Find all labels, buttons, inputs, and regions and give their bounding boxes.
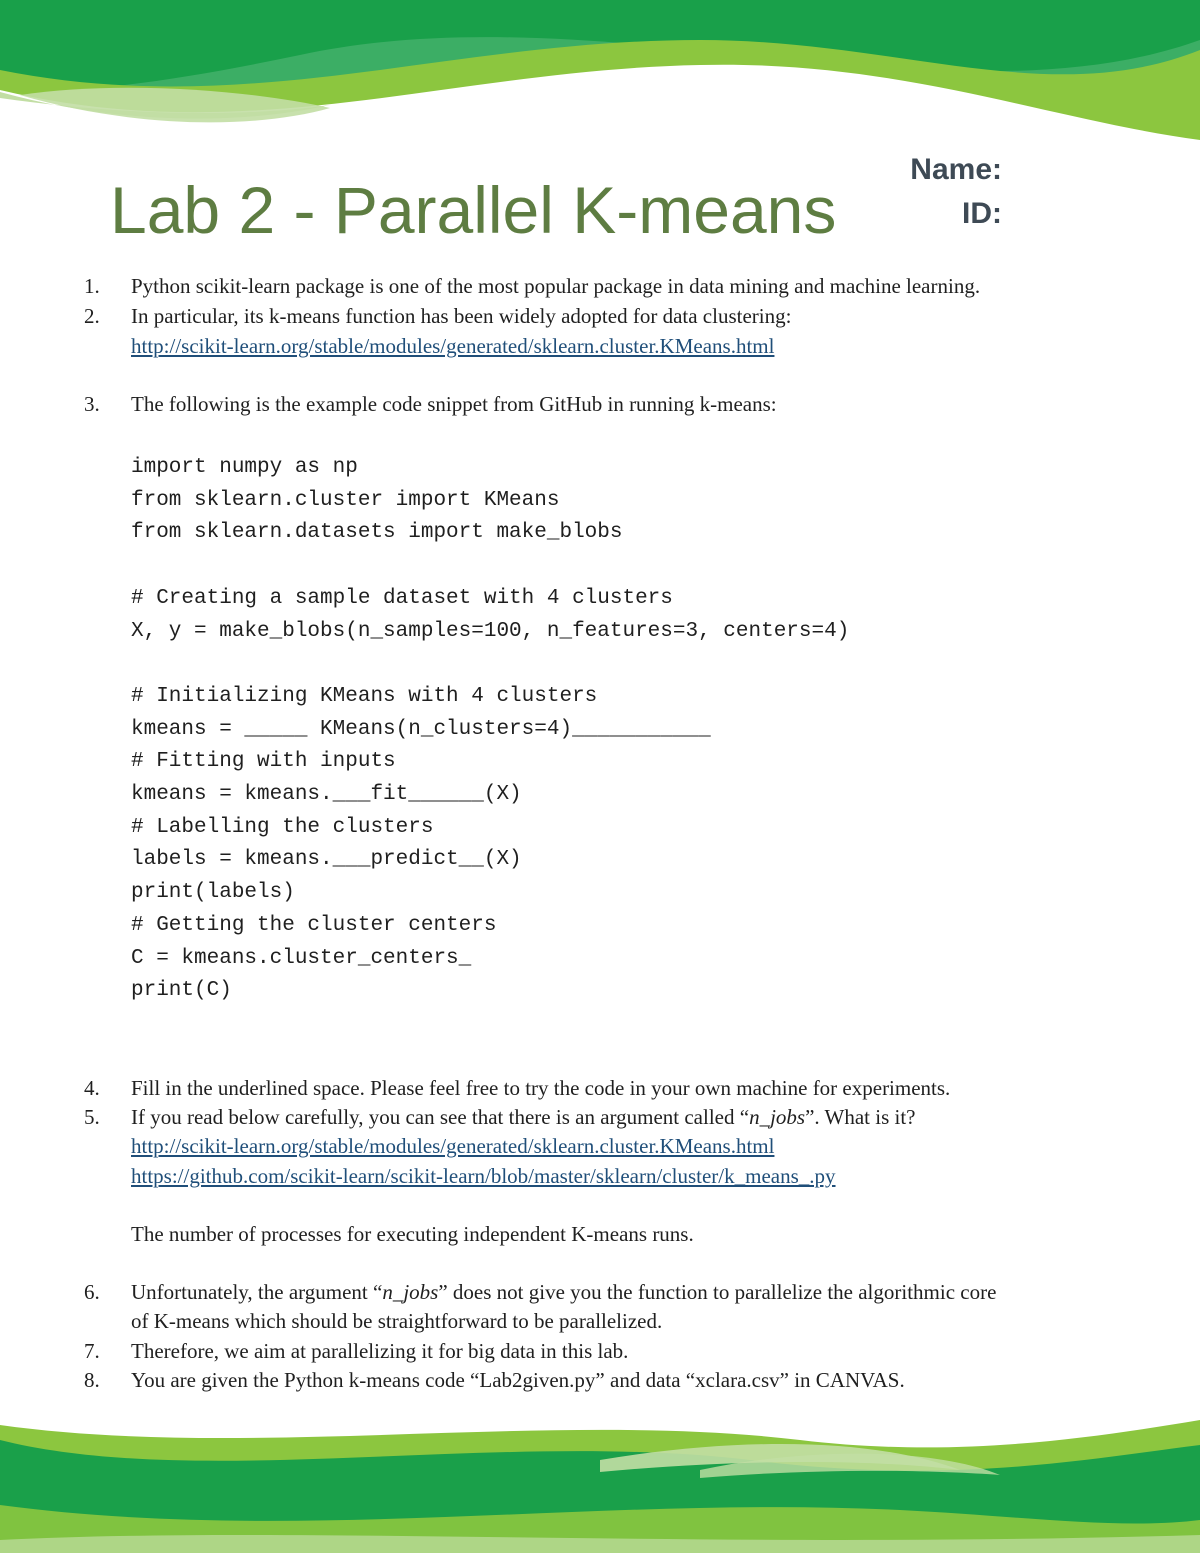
list-item: The following is the example code snippet from GitHub in running k-means: xyxy=(131,392,777,416)
list-item: Unfortunately, the argument “n_jobs” does not give you the function to parallelize the algorithmic core xyxy=(131,1280,997,1304)
code-line: labels = kmeans.___predict__(X) xyxy=(131,848,522,872)
code-line: X, y = make_blobs(n_samples=100, n_features=3, centers=4) xyxy=(131,619,850,643)
list-number: 2. xyxy=(84,304,100,328)
list-item: You are given the Python k-means code “Lab2given.py” and data “xclara.csv” in CANVAS. xyxy=(131,1368,905,1392)
list-number: 7. xyxy=(84,1339,100,1363)
id-label: ID: xyxy=(962,197,1002,230)
code-line: import numpy as np xyxy=(131,456,358,479)
list-number: 3. xyxy=(84,392,100,416)
n-jobs-argument: n_jobs xyxy=(382,1280,439,1304)
code-line: print(C) xyxy=(131,979,232,1003)
code-line: from sklearn.datasets import make_blobs xyxy=(131,521,623,545)
list-item: Therefore, we aim at parallelizing it for big data in this lab. xyxy=(131,1339,629,1363)
code-line: # Fitting with inputs xyxy=(131,750,396,774)
header-wave-decoration xyxy=(0,0,1200,170)
list-number: 6. xyxy=(84,1280,100,1304)
code-line: kmeans = _____ KMeans(n_clusters=4)___________ xyxy=(131,717,711,741)
code-line: print(labels) xyxy=(131,881,295,905)
page-title: Lab 2 - Parallel K-means xyxy=(110,173,837,247)
code-line: # Creating a sample dataset with 4 clusters xyxy=(131,586,673,610)
name-label: Name: xyxy=(910,153,1002,186)
answer-text: The number of processes for executing independent K-means runs. xyxy=(131,1222,694,1246)
code-line: # Labelling the clusters xyxy=(131,815,434,839)
n-jobs-argument: n_jobs xyxy=(749,1105,806,1129)
list-item: If you read below carefully, you can see that there is an argument called “n_jobs”. What is it? xyxy=(131,1105,916,1129)
list-number: 4. xyxy=(84,1076,100,1100)
kmeans-doc-link[interactable]: http://scikit-learn.org/stable/modules/generated/sklearn.cluster.KMeans.html xyxy=(131,334,775,358)
github-source-link[interactable]: https://github.com/scikit-learn/scikit-learn/blob/master/sklearn/cluster/k_means_.py xyxy=(131,1164,836,1188)
list-item: In particular, its k-means function has been widely adopted for data clustering: xyxy=(131,304,792,328)
list-number: 8. xyxy=(84,1368,100,1392)
code-line: # Initializing KMeans with 4 clusters xyxy=(131,684,598,708)
code-line: C = kmeans.cluster_centers_ xyxy=(131,946,472,970)
code-line: from sklearn.cluster import KMeans xyxy=(131,488,560,512)
list-number: 5. xyxy=(84,1105,100,1129)
list-number: 1. xyxy=(84,274,100,298)
list-item: Fill in the underlined space. Please feel free to try the code in your own machine for experiments. xyxy=(131,1076,951,1100)
code-line: # Getting the cluster centers xyxy=(131,913,497,937)
kmeans-doc-link[interactable]: http://scikit-learn.org/stable/modules/generated/sklearn.cluster.KMeans.html xyxy=(131,1134,775,1158)
list-item: Python scikit-learn package is one of the most popular package in data mining and machine learning. xyxy=(131,274,981,298)
code-line: kmeans = kmeans.___fit______(X) xyxy=(131,783,522,807)
list-item-continuation: of K-means which should be straightforward to be parallelized. xyxy=(131,1309,663,1333)
footer-wave-decoration xyxy=(0,1400,1200,1553)
code-snippet xyxy=(131,452,849,1008)
